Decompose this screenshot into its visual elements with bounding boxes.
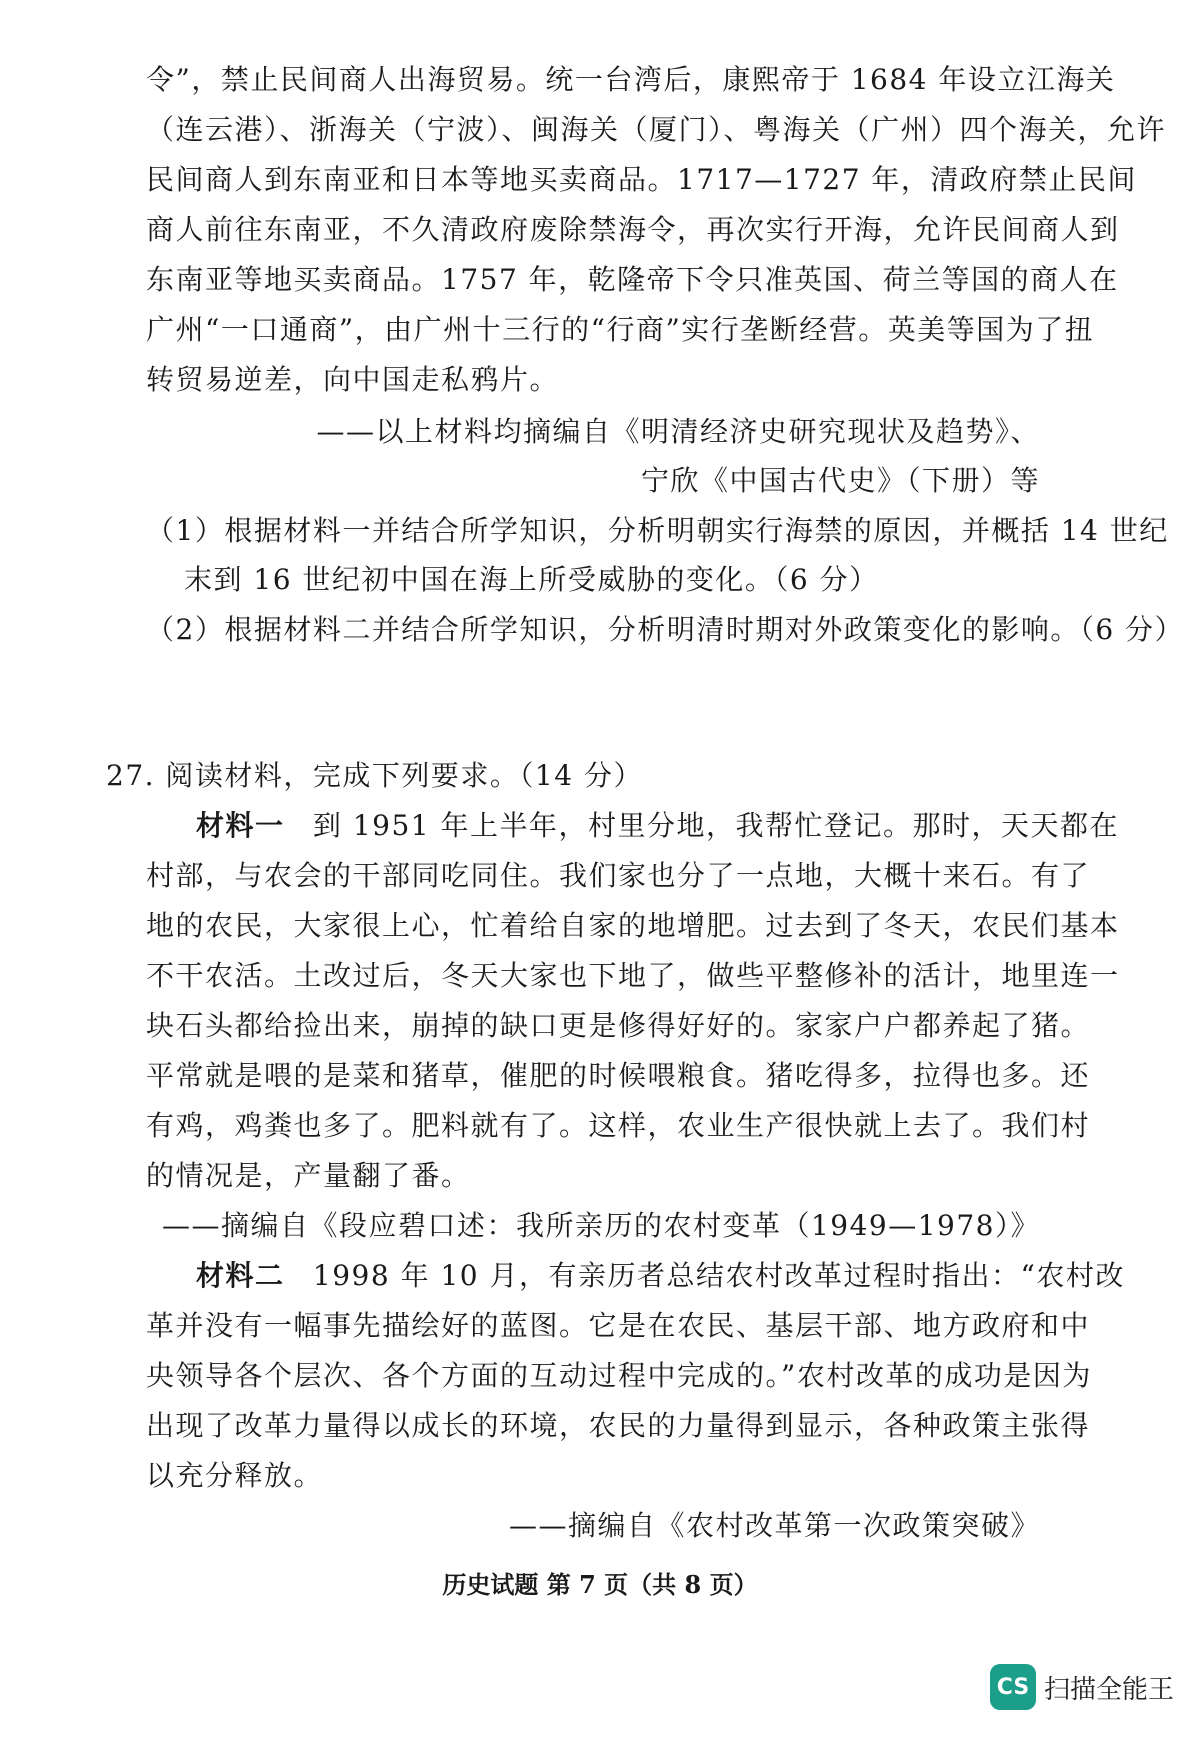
question-line: 末到 16 世纪初中国在海上所受威胁的变化。（6 分） — [184, 563, 879, 596]
question-line: （1）根据材料一并结合所学知识，分析明朝实行海禁的原因，并概括 14 世纪 — [146, 514, 1169, 547]
source-citation: ——以上材料均摘编自《明清经济史研究现状及趋势》、 — [316, 415, 1040, 448]
material-line: 令”，禁止民间商人出海贸易。统一台湾后，康熙帝于 1684 年设立江海关 — [146, 63, 1116, 96]
material-line: 不干农活。土改过后，冬天大家也下地了，做些平整修补的活计，地里连一 — [146, 959, 1120, 992]
question-line: （2）根据材料二并结合所学知识，分析明清时期对外政策变化的影响。（6 分） — [146, 613, 1185, 646]
material-line: 有鸡，鸡粪也多了。肥料就有了。这样，农业生产很快就上去了。我们村 — [146, 1109, 1091, 1142]
material-line: 民间商人到东南亚和日本等地买卖商品。1717—1727 年，清政府禁止民间 — [146, 163, 1137, 196]
material-line: 块石头都给捡出来，崩掉的缺口更是修得好好的。家家户户都养起了猪。 — [146, 1009, 1091, 1042]
material-line: 央领导各个层次、各个方面的互动过程中完成的。”农村改革的成功是因为 — [146, 1359, 1092, 1392]
material-line: （连云港）、浙海关（宁波）、闽海关（厦门）、粤海关（广州）四个海关，允许 — [146, 113, 1167, 146]
material-line: 平常就是喂的是菜和猪草，催肥的时候喂粮食。猪吃得多，拉得也多。还 — [146, 1059, 1091, 1092]
material-1-label: 材料一 — [196, 809, 285, 842]
material-line: 村部，与农会的干部同吃同住。我们家也分了一点地，大概十来石。有了 — [146, 859, 1091, 892]
material-line: 革并没有一幅事先描绘好的蓝图。它是在农民、基层干部、地方政府和中 — [146, 1309, 1091, 1342]
source-citation: 宁欣《中国古代史》（下册）等 — [640, 464, 1040, 497]
material-line: 东南亚等地买卖商品。1757 年，乾隆帝下令只准英国、荷兰等国的商人在 — [146, 263, 1119, 296]
material-2-first-line — [196, 1258, 1125, 1294]
material-line: 地的农民，大家很上心，忙着给自家的地增肥。过去到了冬天，农民们基本 — [146, 909, 1120, 942]
material-1-first-line — [196, 808, 1119, 844]
material-2-label: 材料二 — [196, 1259, 285, 1292]
material-line: 商人前往东南亚，不久清政府废除禁海令，再次实行开海，允许民间商人到 — [146, 213, 1120, 246]
material-line: 的情况是，产量翻了番。 — [146, 1159, 471, 1192]
question-27-title: 27. 阅读材料，完成下列要求。（14 分） — [106, 759, 643, 792]
source-citation: ——摘编自《段应碧口述：我所亲历的农村变革（1949—1978）》 — [161, 1209, 1040, 1242]
material-line: 广州“一口通商”，由广州十三行的“行商”实行垄断经营。英美等国为了扭 — [146, 313, 1095, 346]
material-line: 出现了改革力量得以成长的环境，农民的力量得到显示，各种政策主张得 — [146, 1409, 1091, 1442]
watermark-text: 扫描全能王 — [1043, 1674, 1174, 1705]
material-line: 到 1951 年上半年，村里分地，我帮忙登记。那时，天天都在 — [312, 809, 1119, 842]
material-line: 转贸易逆差，向中国走私鸦片。 — [146, 363, 560, 396]
material-line: 以充分释放。 — [146, 1459, 324, 1492]
page-footer: 历史试题 第 7 页（共 8 页） — [442, 1570, 758, 1599]
source-citation: ——摘编自《农村改革第一次政策突破》 — [508, 1509, 1040, 1542]
scanner-watermark — [990, 1662, 1174, 1712]
camscanner-logo-icon: CS — [990, 1664, 1036, 1710]
material-line: 1998 年 10 月，有亲历者总结农村改革过程时指出：“农村改 — [312, 1259, 1125, 1292]
